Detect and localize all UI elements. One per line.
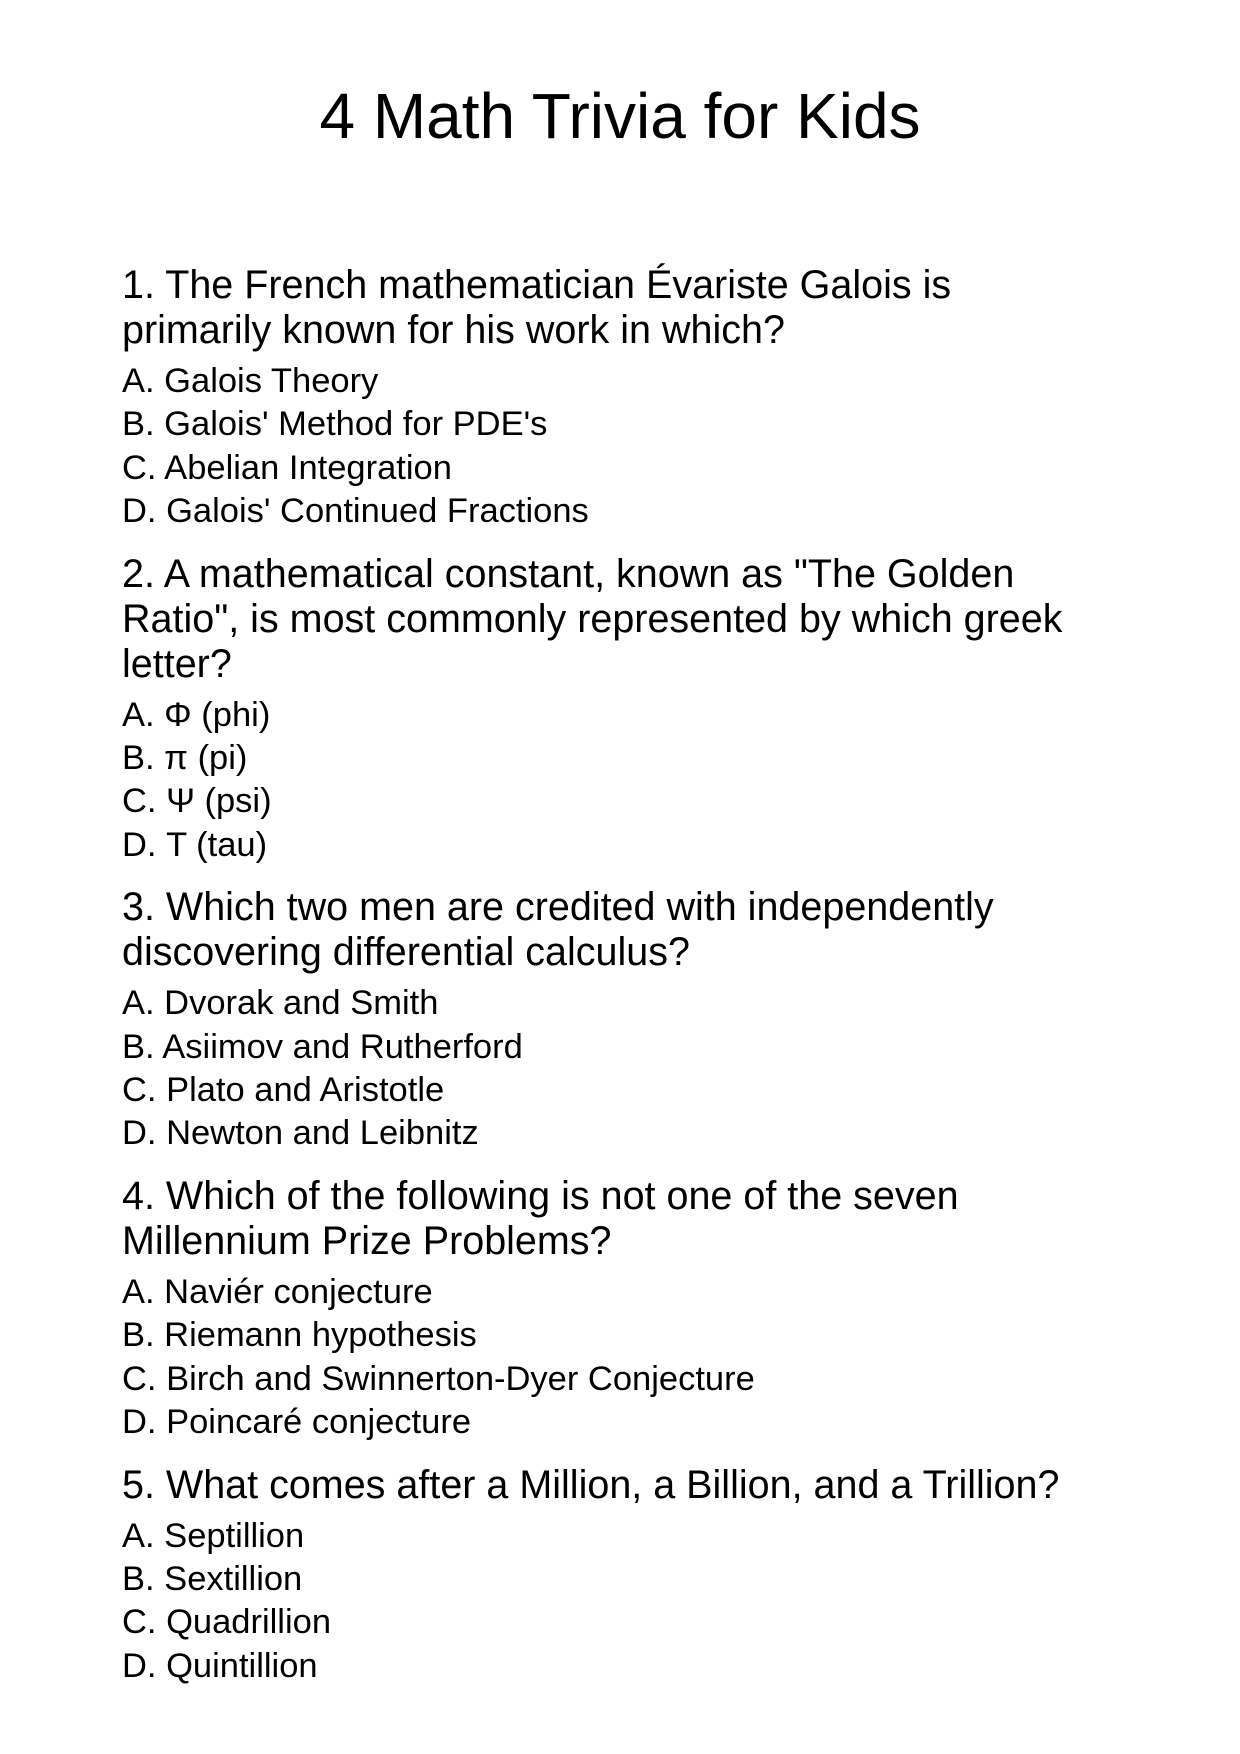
option-c: C. Birch and Swinnerton-Dyer Conjecture [122, 1359, 755, 1398]
option-d: D. Quintillion [122, 1646, 318, 1685]
question-text: 5. What comes after a Million, a Billion, and a Trillion? [122, 1462, 1060, 1507]
option-b: B. Asiimov and Rutherford [122, 1027, 523, 1066]
option-b: B. Galois' Method for PDE's [122, 405, 548, 444]
question-4 [122, 1174, 1097, 1445]
option-a: A. Septillion [122, 1516, 305, 1555]
option-c: C. Ψ (psi) [122, 782, 272, 821]
question-1 [122, 263, 1097, 534]
option-d: D. Poincaré conjecture [122, 1403, 472, 1442]
question-2 [122, 552, 1097, 868]
question-text: 2. A mathematical constant, known as "The Golden Ratio", is most commonly represented by which greek letter? [122, 551, 1063, 686]
option-a: A. Galois Theory [122, 362, 379, 400]
question-list [122, 263, 1097, 1706]
option-d: D. Galois' Continued Fractions [122, 492, 589, 531]
question-text: 1. The French mathematician Évariste Galois is primarily known for his work in which? [122, 263, 952, 352]
option-b: B. Sextillion [122, 1559, 303, 1598]
option-a: A. Φ (phi) [122, 695, 271, 734]
page-title: 4 Math Trivia for Kids [319, 80, 921, 152]
question-text: 4. Which of the following is not one of the seven Millennium Prize Problems? [122, 1173, 959, 1263]
option-c: C. Plato and Aristotle [122, 1071, 445, 1110]
option-b: B. Riemann hypothesis [122, 1316, 477, 1355]
option-a: A. Naviér conjecture [122, 1272, 433, 1311]
option-a: A. Dvorak and Smith [122, 984, 439, 1023]
option-d: D. Newton and Leibnitz [122, 1114, 479, 1153]
option-c: C. Quadrillion [122, 1603, 332, 1642]
question-3 [122, 885, 1097, 1156]
option-b: B. π (pi) [122, 739, 248, 778]
option-c: C. Abelian Integration [122, 448, 452, 487]
option-d: D. Τ (tau) [122, 825, 268, 864]
question-text: 3. Which two men are credited with independently discovering differential calculus? [122, 885, 994, 975]
question-5 [122, 1463, 1097, 1689]
